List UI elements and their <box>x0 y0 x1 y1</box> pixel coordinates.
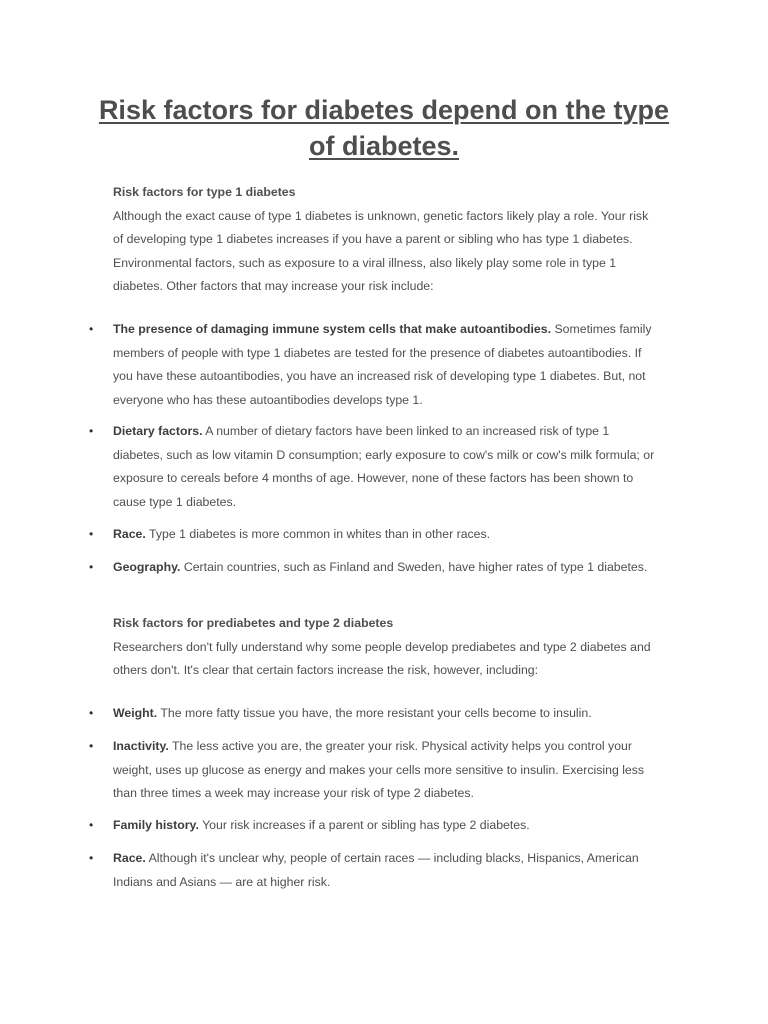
list-item-text: Your risk increases if a parent or sibling has type 2 diabetes. <box>198 818 530 832</box>
list-item-text: Although it's unclear why, people of certain races — including blacks, Hispanics, American Indians and Asians — are at higher risk. <box>113 851 639 889</box>
list-item-term: Geography. <box>113 560 181 574</box>
list-item-term: Weight. <box>113 706 158 720</box>
bullet-icon: • <box>89 851 94 865</box>
list-item <box>89 735 658 806</box>
section-heading-type2: Risk factors for prediabetes and type 2 diabetes <box>113 616 394 630</box>
section-type2 <box>113 612 658 683</box>
list-item <box>89 523 658 547</box>
list-item-text: Sometimes family members of people with type 1 diabetes are tested for the presence of diabetes autoantibodies. If you have these autoantibodies, you have an increased risk of developing type 1 diabetes. But, not everyone who has these autoantibodies develops type 1. <box>113 322 652 407</box>
list-item <box>89 318 658 412</box>
list-item <box>89 847 658 894</box>
list-item-text: Type 1 diabetes is more common in whites than in other races. <box>145 527 491 541</box>
list-item-text: The less active you are, the greater your risk. Physical activity helps you control your weight, uses up glucose as energy and makes your cells more sensitive to insulin. Exercising less than three times a week may increase your risk of type 2 diabetes. <box>113 739 645 800</box>
list-item-text: Certain countries, such as Finland and Sweden, have higher rates of type 1 diabetes. <box>180 560 648 574</box>
bullet-icon: • <box>89 706 94 720</box>
section-heading-type1: Risk factors for type 1 diabetes <box>113 185 296 199</box>
list-item-text: A number of dietary factors have been linked to an increased risk of type 1 diabetes, such as low vitamin D consumption; early exposure to cow's milk or cow's milk formula; or exposure to cereals before 4 months of age. However, none of these factors has been shown to cause type 1 diabetes. <box>113 424 655 509</box>
list-item-term: Inactivity. <box>113 739 169 753</box>
list-item-term: Race. <box>113 851 146 865</box>
bullet-icon: • <box>89 322 94 336</box>
bullet-icon: • <box>89 560 94 574</box>
section-intro-type1: Although the exact cause of type 1 diabetes is unknown, genetic factors likely play a role. Your risk of developing type 1 diabetes increases if you have a parent or sibling who has type 1 diabetes. Environmental factors, such as exposure to a viral illness, also likely play some role in type 1 diabetes. Other factors that may increase your risk include: <box>113 208 649 293</box>
bullet-icon: • <box>89 527 94 541</box>
bullet-icon: • <box>89 424 94 438</box>
list-item-text: The more fatty tissue you have, the more resistant your cells become to insulin. <box>157 706 592 720</box>
list-item-term: The presence of damaging immune system cells that make autoantibodies. <box>113 322 552 336</box>
list-item <box>89 814 658 838</box>
section-type1 <box>113 181 658 299</box>
list-item-term: Family history. <box>113 818 199 832</box>
section-intro-type2: Researchers don't fully understand why some people develop prediabetes and type 2 diabetes and others don't. It's clear that certain factors increase the risk, however, including: <box>113 639 651 677</box>
page-title: Risk factors for diabetes depend on the type of diabetes. <box>98 95 670 161</box>
list-item <box>89 702 658 726</box>
bullet-icon: • <box>89 818 94 832</box>
list-item <box>89 420 658 514</box>
list-item <box>89 556 658 580</box>
bullet-icon: • <box>89 739 94 753</box>
list-item-term: Dietary factors. <box>113 424 203 438</box>
list-item-term: Race. <box>113 527 146 541</box>
